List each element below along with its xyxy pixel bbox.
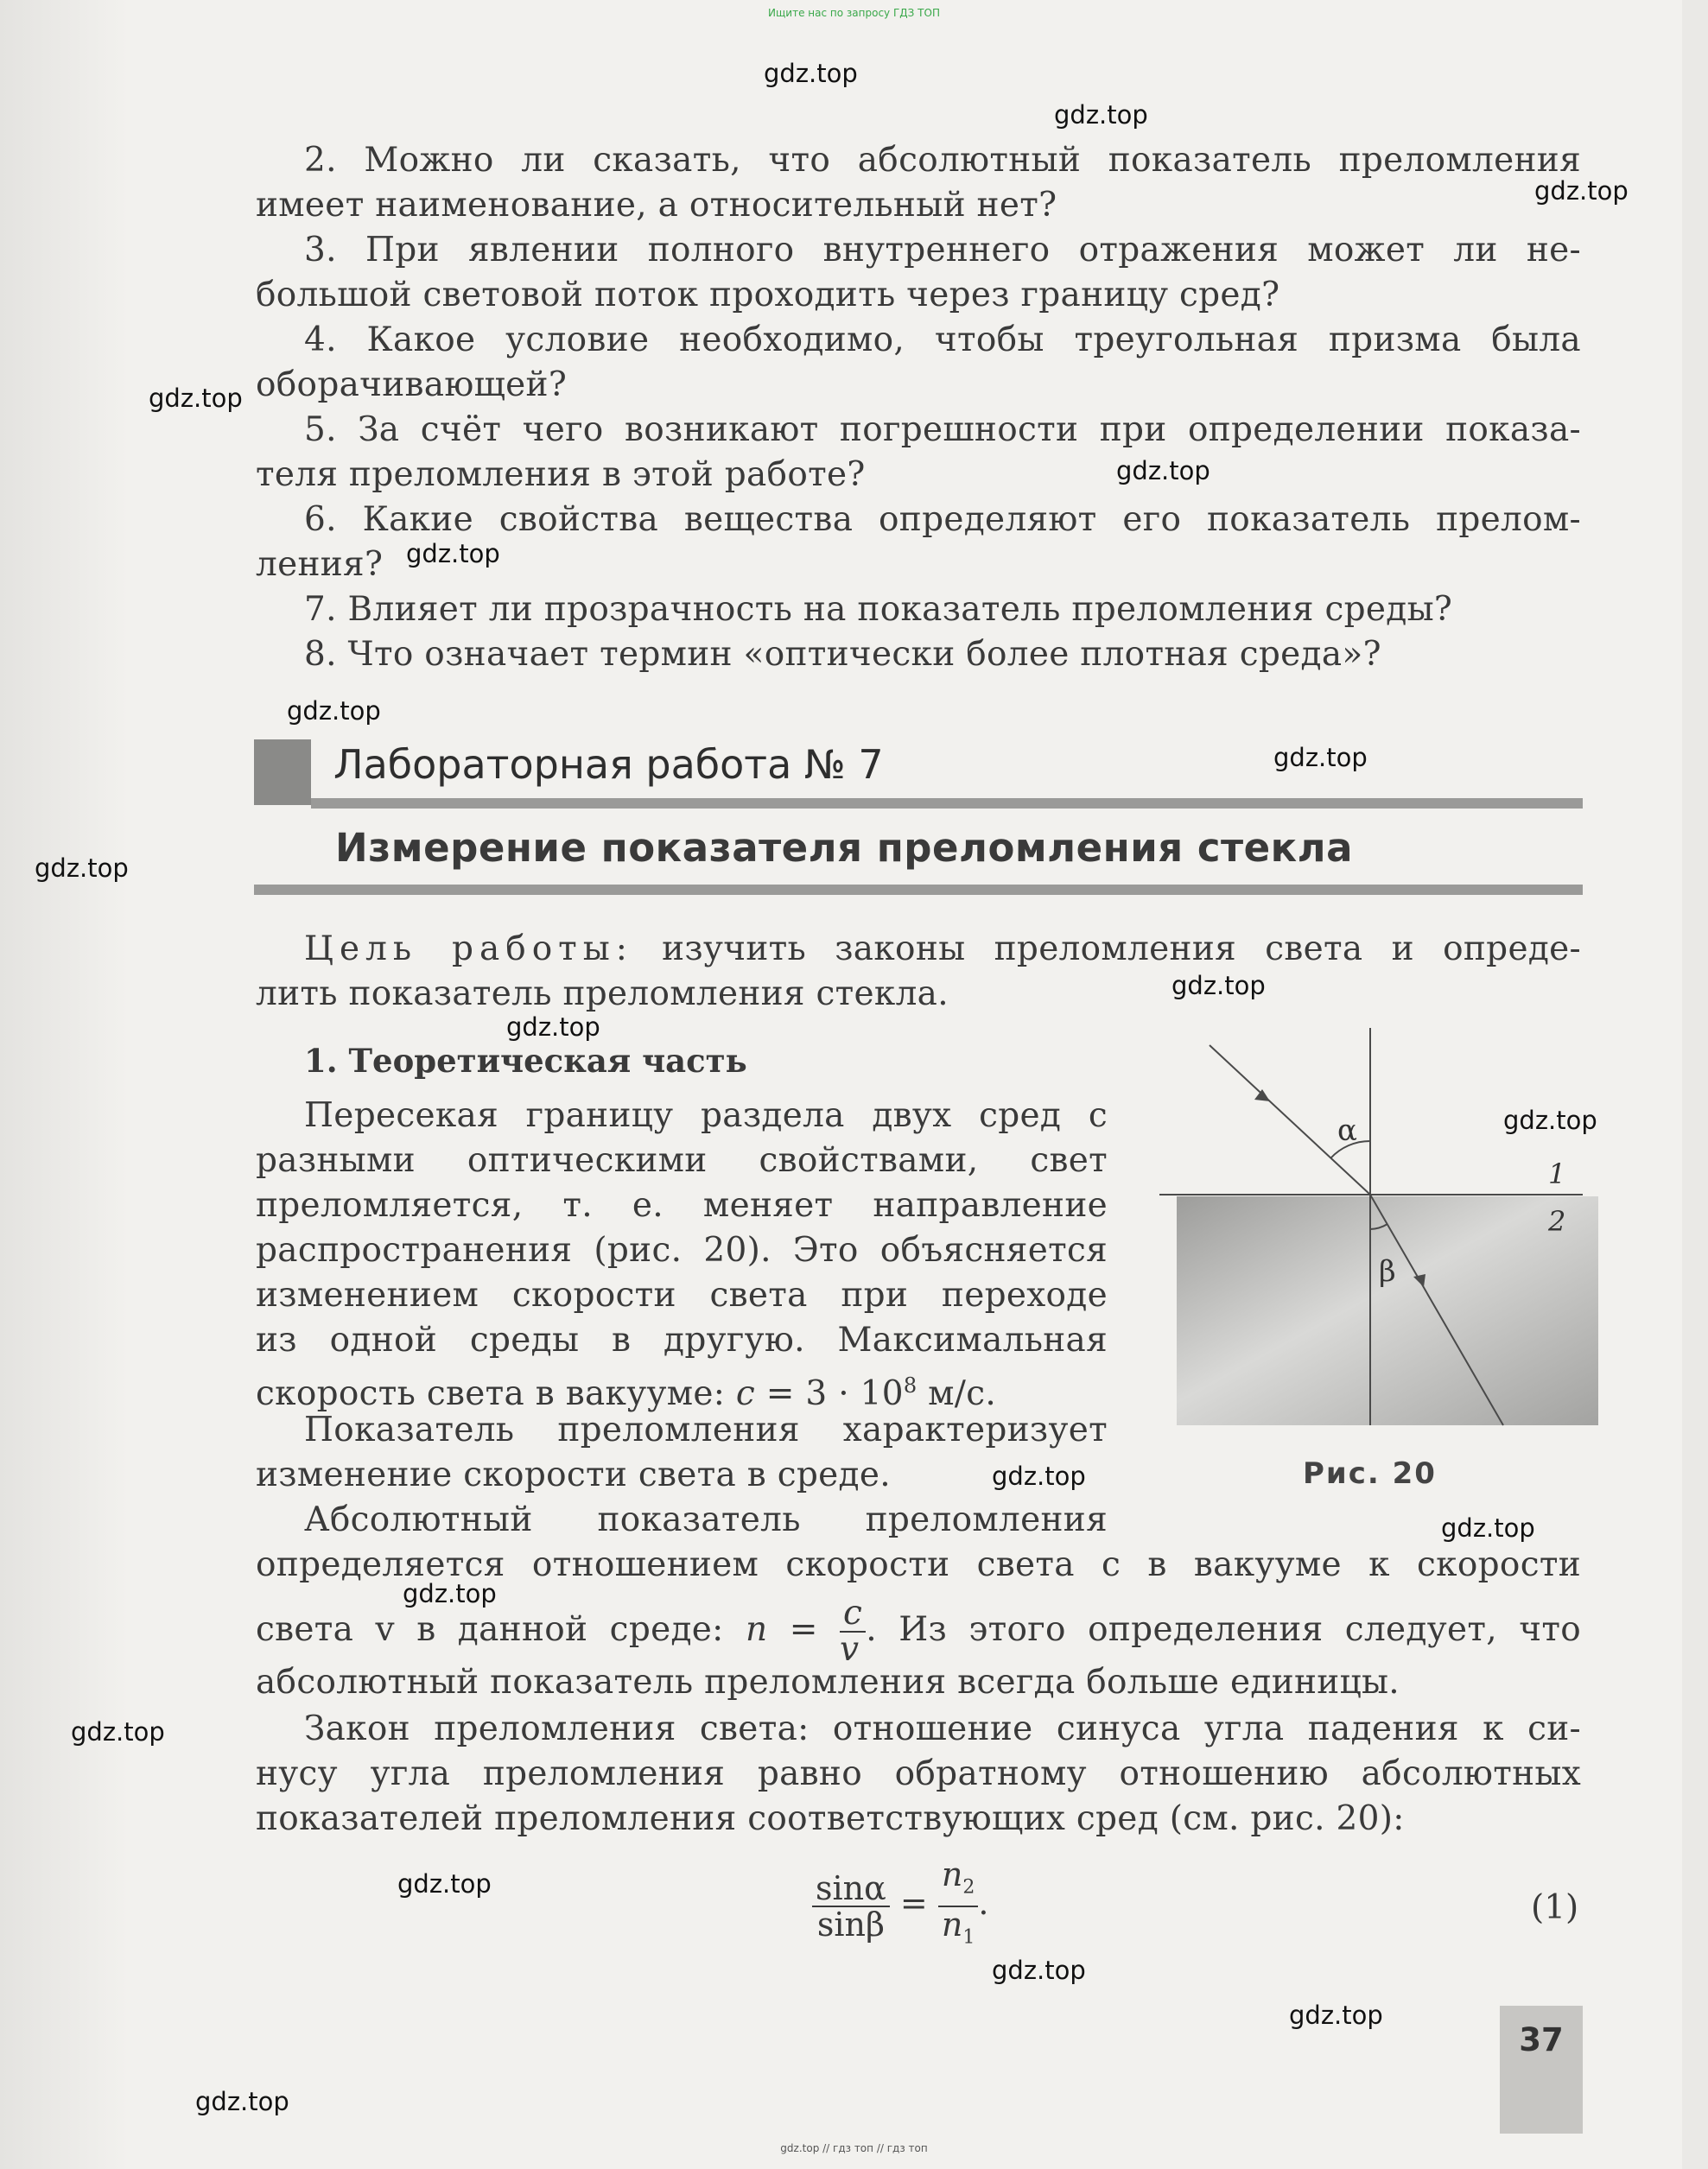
watermark: gdz.top bbox=[1534, 176, 1629, 206]
refraction-law-formula bbox=[812, 1857, 988, 1955]
figure-caption: Рис. 20 bbox=[1303, 1456, 1437, 1491]
theory-line: Абсолютный показатель преломления bbox=[304, 1500, 1108, 1539]
watermark: gdz.top bbox=[1116, 456, 1210, 485]
watermark: gdz.top bbox=[764, 59, 858, 88]
section-title: 1. Теоретическая часть bbox=[304, 1042, 747, 1080]
incident-arrow-icon bbox=[1254, 1089, 1270, 1101]
watermark: gdz.top bbox=[287, 696, 381, 726]
def-fraction bbox=[840, 1596, 866, 1667]
watermark: gdz.top bbox=[406, 539, 500, 568]
def-frac-num: c bbox=[840, 1596, 866, 1633]
watermark: gdz.top bbox=[1054, 100, 1148, 130]
formula-eq: = bbox=[899, 1884, 928, 1923]
def-eq: = bbox=[789, 1610, 818, 1649]
formula-right-fraction bbox=[938, 1857, 978, 1955]
goal-line2: лить показатель преломления стекла. bbox=[256, 974, 949, 1013]
question-4-line1: 4. Какое условие необходимо, чтобы треугольная призма была bbox=[304, 320, 1581, 359]
medium-1-label: 1 bbox=[1548, 1157, 1566, 1190]
theory-line: преломляется, т. е. меняет направление bbox=[256, 1186, 1108, 1225]
theory-line: изменение скорости света в среде. bbox=[256, 1456, 891, 1494]
goal-label: Цель работы: bbox=[304, 929, 633, 968]
lab-number-title: Лабораторная работа № 7 bbox=[333, 741, 884, 788]
goal-text: изучить законы преломления света и опреде- bbox=[662, 929, 1581, 968]
page-number: 37 bbox=[1519, 2021, 1564, 2058]
goal-line1 bbox=[304, 927, 1581, 972]
lab-title-rule bbox=[254, 885, 1583, 895]
question-6-line2: ления? bbox=[256, 545, 384, 584]
watermark: gdz.top bbox=[1503, 1106, 1597, 1135]
formula-end: . bbox=[978, 1884, 989, 1923]
theory-line: распространения (рис. 20). Это объясняется bbox=[256, 1231, 1108, 1270]
watermark: gdz.top bbox=[1171, 971, 1266, 1000]
watermark: gdz.top bbox=[1289, 2001, 1383, 2030]
formula-sin-beta: sinβ bbox=[816, 1905, 885, 1944]
beta-label: β bbox=[1379, 1254, 1396, 1289]
equation-number: (1) bbox=[1531, 1888, 1579, 1927]
theory-line: абсолютный показатель преломления всегда больше единицы. bbox=[256, 1663, 1400, 1702]
page-shade-left bbox=[0, 0, 130, 2169]
def-suffix: . Из этого определения следует, что bbox=[866, 1610, 1581, 1649]
formula-n1-sub: 1 bbox=[962, 1926, 975, 1949]
formula-n1 bbox=[938, 1907, 978, 1956]
def-n: n bbox=[745, 1610, 768, 1649]
alpha-label: α bbox=[1337, 1113, 1357, 1148]
watermark: gdz.top bbox=[1273, 743, 1368, 772]
theory-line: Показатель преломления характеризует bbox=[304, 1411, 1108, 1449]
speed-symbol: c bbox=[735, 1374, 756, 1413]
formula-n2-sub: 2 bbox=[962, 1876, 975, 1899]
watermark: gdz.top bbox=[1441, 1513, 1535, 1543]
theory-line: из одной среды в другую. Максимальная bbox=[256, 1321, 1108, 1360]
header-note: Ищите нас по запросу ГДЗ ТОП bbox=[768, 7, 940, 19]
theory-line: определяется отношением скорости света c в вакууме к скорости bbox=[256, 1545, 1581, 1584]
question-3-line1: 3. При явлении полного внутреннего отражения может ли не- bbox=[304, 231, 1581, 270]
def-frac-den: v bbox=[840, 1630, 860, 1669]
figure-20 bbox=[1149, 1024, 1598, 1456]
theory-line: Пересекая границу раздела двух сред с bbox=[304, 1096, 1108, 1135]
watermark: gdz.top bbox=[195, 2087, 289, 2116]
theory-line: нусу угла преломления равно обратному отношению абсолютных bbox=[256, 1754, 1581, 1793]
page-shade-right bbox=[1682, 0, 1708, 2169]
medium-2-label: 2 bbox=[1548, 1205, 1566, 1238]
speed-value: = 3 · 10 bbox=[765, 1374, 904, 1413]
formula-left-fraction bbox=[812, 1868, 890, 1944]
theory-line: разными оптическими свойствами, свет bbox=[256, 1141, 1108, 1180]
speed-prefix: скорость света в вакууме: bbox=[256, 1374, 726, 1413]
watermark: gdz.top bbox=[35, 853, 129, 883]
formula-sin-alpha: sinα bbox=[812, 1871, 890, 1907]
question-5-line1: 5. За счёт чего возникают погрешности при определении показа- bbox=[304, 410, 1581, 449]
speed-exponent: 8 bbox=[903, 1373, 917, 1398]
watermark: gdz.top bbox=[403, 1579, 497, 1608]
formula-n2-base: n bbox=[941, 1855, 963, 1893]
watermark: gdz.top bbox=[397, 1869, 492, 1899]
question-8: 8. Что означает термин «оптически более плотная среда»? bbox=[304, 635, 1381, 674]
theory-line: Закон преломления света: отношение синуса угла падения к си- bbox=[304, 1709, 1581, 1748]
question-7: 7. Влияет ли прозрачность на показатель преломления среды? bbox=[304, 590, 1453, 629]
watermark: gdz.top bbox=[149, 384, 243, 413]
question-5-line2: теля преломления в этой работе? bbox=[256, 455, 866, 494]
def-prefix: света v в данной среде: bbox=[256, 1610, 724, 1649]
formula-n1-base: n bbox=[941, 1905, 963, 1944]
theory-line: показателей преломления соответствующих сред (см. рис. 20): bbox=[256, 1799, 1405, 1838]
formula-n2 bbox=[938, 1857, 978, 1907]
watermark: gdz.top bbox=[992, 1956, 1086, 1985]
question-2-line2: имеет наименование, а относительный нет? bbox=[256, 186, 1057, 225]
watermark: gdz.top bbox=[992, 1462, 1086, 1491]
lab-heading-square bbox=[254, 739, 311, 805]
question-2-line1: 2. Можно ли сказать, что абсолютный показатель преломления bbox=[304, 141, 1581, 180]
lab-heading-rule bbox=[311, 798, 1583, 809]
watermark: gdz.top bbox=[506, 1012, 600, 1042]
question-3-line2: большой световой поток проходить через границу сред? bbox=[256, 276, 1280, 314]
speed-unit: м/с. bbox=[928, 1374, 997, 1413]
watermark: gdz.top bbox=[71, 1717, 165, 1747]
refraction-diagram bbox=[1149, 1024, 1598, 1456]
question-4-line2: оборачивающей? bbox=[256, 365, 568, 404]
glass-medium bbox=[1177, 1196, 1598, 1425]
theory-line: изменением скорости света при переходе bbox=[256, 1276, 1108, 1315]
lab-work-title: Измерение показателя преломления стекла bbox=[335, 825, 1353, 871]
footer-note: gdz.top // гдз топ // гдз топ bbox=[780, 2142, 928, 2154]
question-6-line1: 6. Какие свойства вещества определяют его показатель прелом- bbox=[304, 500, 1581, 539]
